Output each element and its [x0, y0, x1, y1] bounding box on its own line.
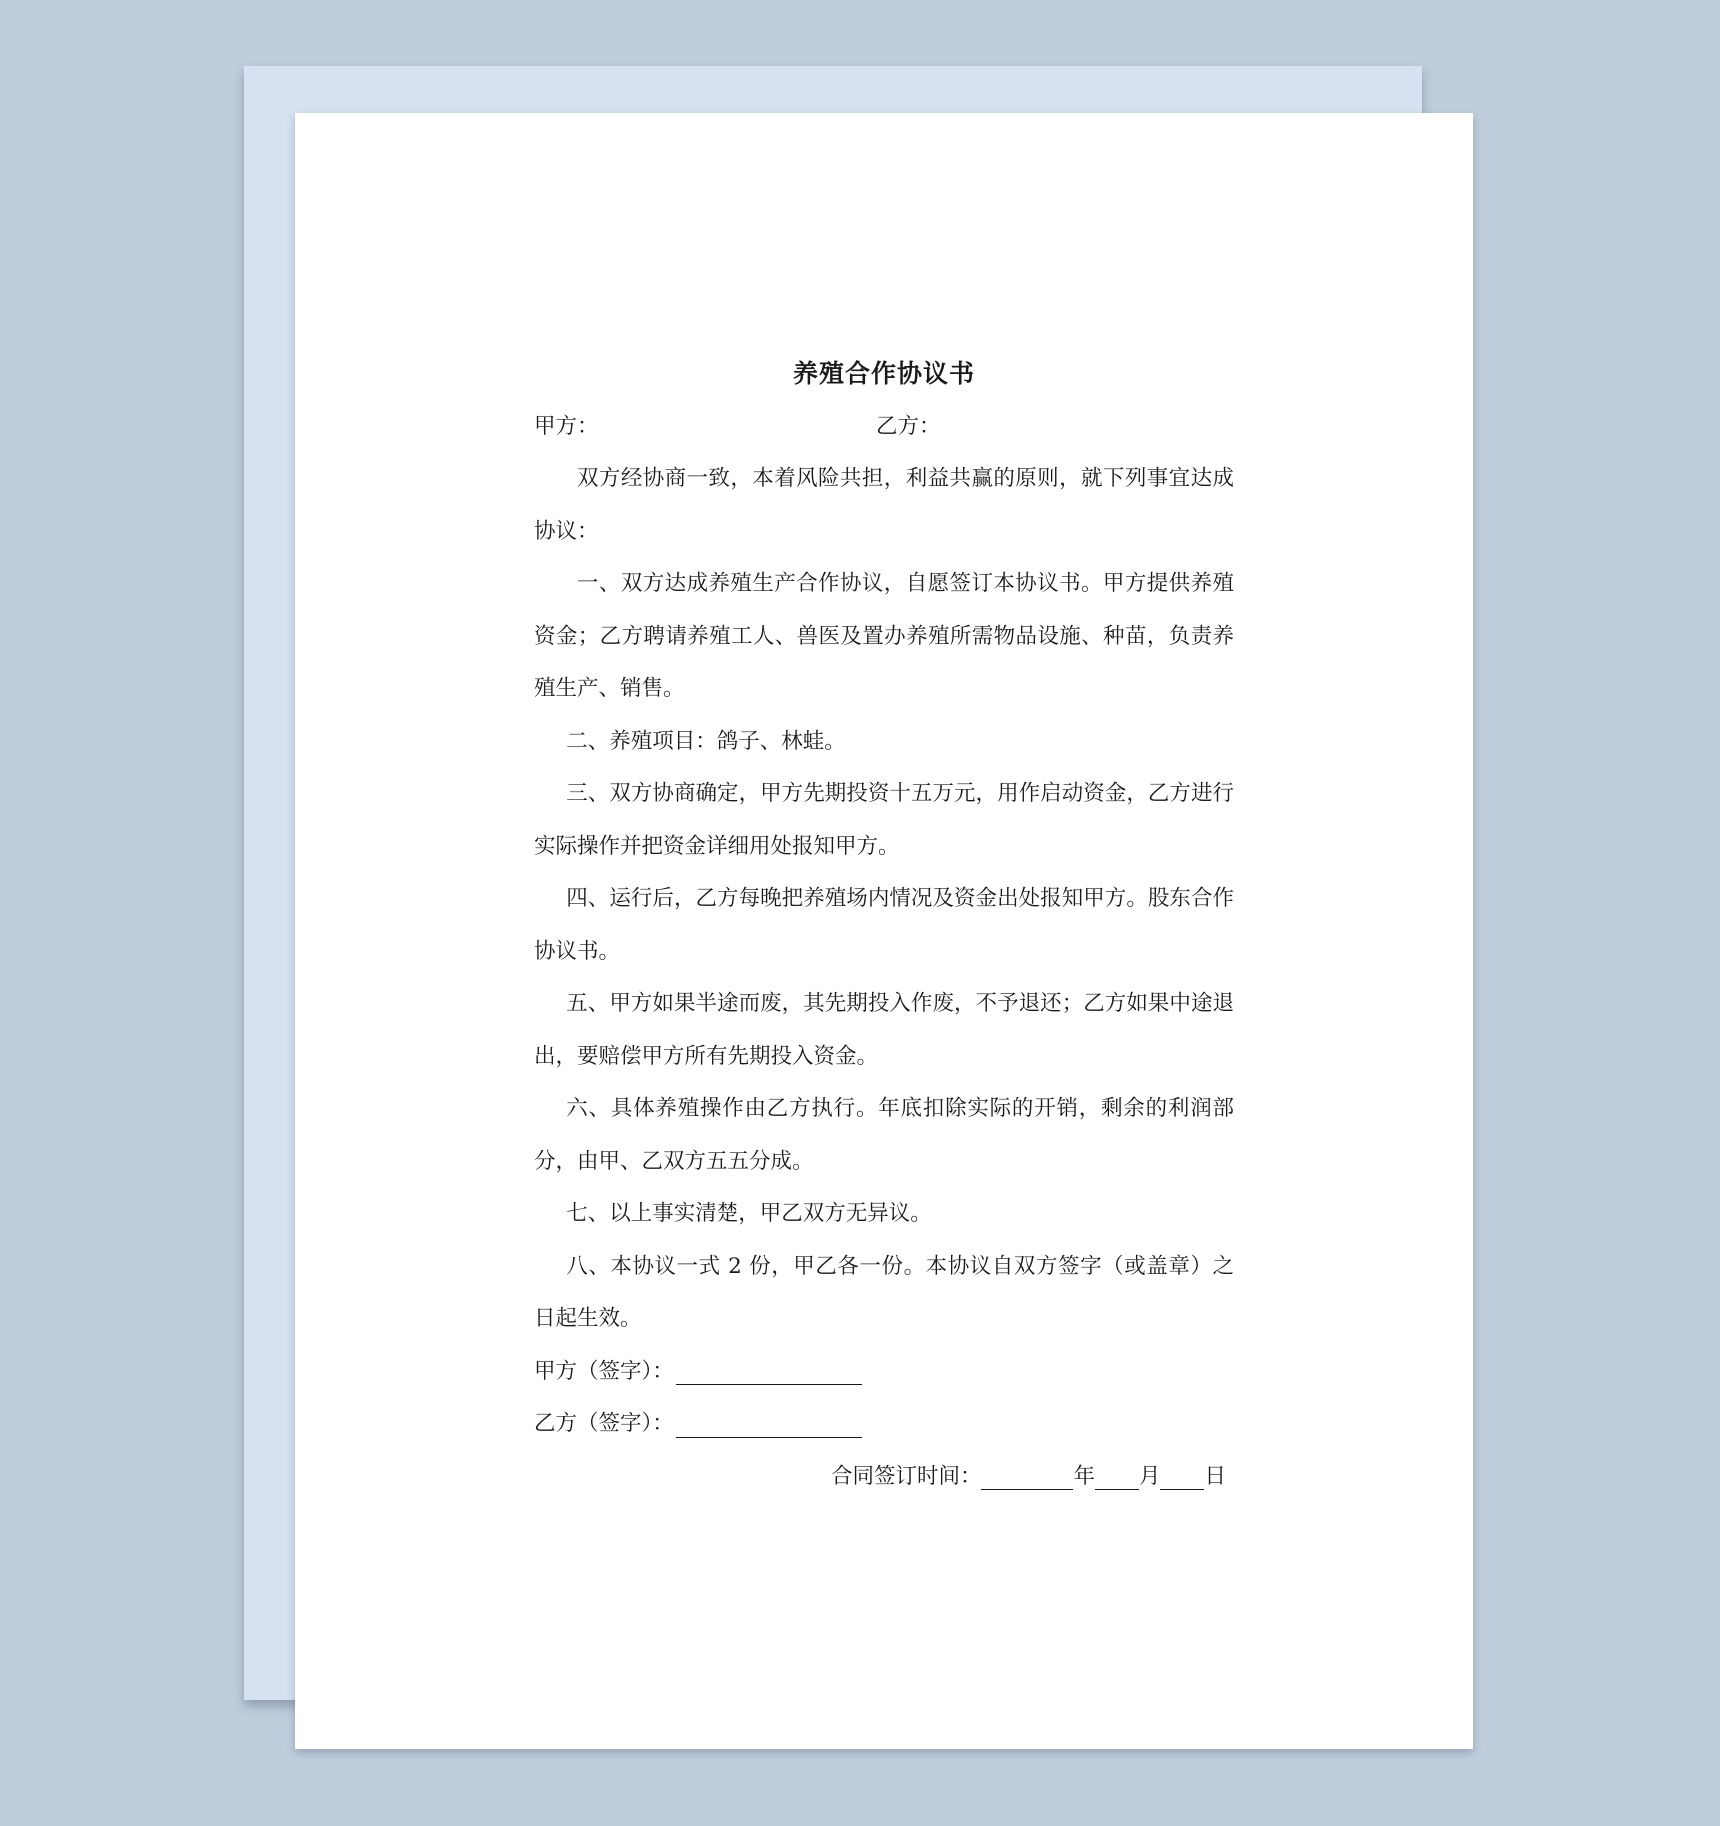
contract-date-row [534, 1451, 1234, 1504]
parties-row [534, 401, 1234, 454]
signature-a-label: 甲方（签字）： [534, 1358, 674, 1384]
signature-b-label: 乙方（签字）： [534, 1411, 674, 1436]
party-a-label: 甲方： [534, 413, 599, 439]
clause-8: 八、本协议一式 2 份，甲乙各一份。本协议自双方签字（或盖章）之日起生效。 [534, 1253, 1234, 1331]
clause-7: 七、以上事实清楚，甲乙双方无异议。 [566, 1201, 932, 1226]
party-b-label: 乙方： [876, 413, 941, 439]
document-content [534, 348, 1234, 1503]
clause-5: 五、甲方如果半途而废，其先期投入作废，不予退还；乙方如果中途退出，要赔偿甲方所有先期投入资金。 [534, 991, 1234, 1069]
month-label: 月 [1138, 1463, 1161, 1489]
signature-b-row [534, 1398, 1234, 1451]
date-label: 合同签订时间： [830, 1463, 982, 1489]
month-field[interactable] [1095, 1463, 1139, 1490]
signature-a-row [534, 1346, 1234, 1399]
year-label: 年 [1073, 1463, 1095, 1489]
signature-b-field[interactable] [676, 1411, 862, 1438]
day-label: 日 [1204, 1463, 1226, 1489]
clause-1: 一、双方达成养殖生产合作协议，自愿签订本协议书。甲方提供养殖资金；乙方聘请养殖工人、兽医及置办养殖所需物品设施、种苗，负责养殖生产、销售。 [534, 571, 1234, 701]
clause-3: 三、双方协商确定，甲方先期投资十五万元，用作启动资金，乙方进行实际操作并把资金详细用处报知甲方。 [534, 781, 1234, 859]
day-field[interactable] [1160, 1463, 1204, 1490]
clause-2: 二、养殖项目：鸽子、林蛙。 [566, 728, 846, 754]
intro-paragraph: 双方经协商一致，本着风险共担，利益共赢的原则，就下列事宜达成协议： [534, 466, 1234, 544]
clause-6: 六、具体养殖操作由乙方执行。年底扣除实际的开销，剩余的利润部分，由甲、乙双方五五分成。 [534, 1096, 1234, 1174]
clause-4: 四、运行后，乙方每晚把养殖场内情况及资金出处报知甲方。股东合作协议书。 [534, 886, 1234, 964]
year-field[interactable] [981, 1463, 1073, 1490]
document-title: 养殖合作协议书 [792, 359, 975, 388]
signature-a-field[interactable] [676, 1358, 862, 1385]
